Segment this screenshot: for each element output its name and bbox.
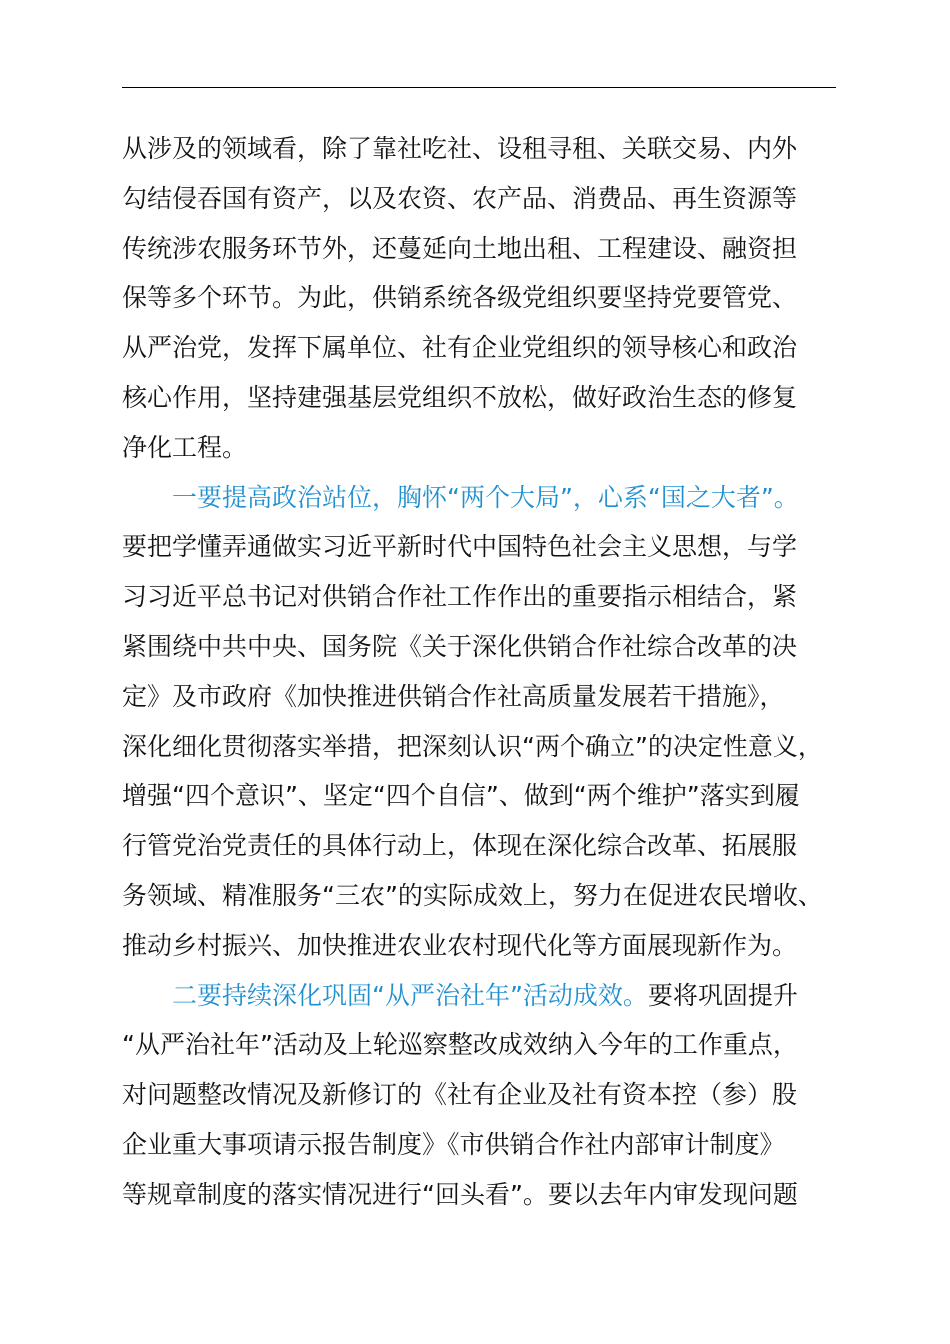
text-line bbox=[122, 722, 838, 772]
line-text: 保等多个环节。为此，供销系统各级党组织要坚持党要管党、 bbox=[122, 283, 798, 313]
text-line bbox=[122, 423, 838, 473]
line-text: 深化细化贯彻落实举措，把深刻认识“两个确立”的决定性意义， bbox=[122, 731, 823, 761]
text-line bbox=[122, 821, 838, 871]
text-line bbox=[122, 572, 838, 622]
header-rule bbox=[122, 87, 836, 88]
line-text: 要把学懂弄通做实习近平新时代中国特色社会主义思想，与学 bbox=[122, 532, 798, 562]
text-line bbox=[122, 771, 838, 821]
text-line bbox=[122, 921, 838, 971]
text-line bbox=[122, 373, 838, 423]
section-heading-line bbox=[122, 971, 838, 1021]
line-text: 习习近平总书记对供销合作社工作作出的重要指示相结合，紧 bbox=[122, 582, 798, 612]
section-heading-2: 二要持续深化巩固“从严治社年”活动成效。 bbox=[172, 980, 648, 1010]
line-text: 定》及市政府《加快推进供销合作社高质量发展若干措施》， bbox=[122, 681, 785, 711]
body-text bbox=[122, 124, 838, 1220]
line-text: 要将巩固提升 bbox=[647, 980, 798, 1010]
line-text: 核心作用，坚持建强基层党组织不放松，做好政治生态的修复 bbox=[122, 382, 798, 412]
line-text: “从严治社年”活动及上轮巡察整改成效纳入今年的工作重点， bbox=[122, 1030, 798, 1060]
text-line bbox=[122, 1070, 838, 1120]
line-text: 净化工程。 bbox=[122, 432, 248, 462]
section-heading-line bbox=[122, 473, 838, 523]
text-line bbox=[122, 273, 838, 323]
line-text: 推动乡村振兴、加快推进农业农村现代化等方面展现新作为。 bbox=[122, 930, 798, 960]
text-line bbox=[122, 1120, 838, 1170]
line-text: 行管党治党责任的具体行动上，体现在深化综合改革、拓展服 bbox=[122, 831, 798, 861]
text-line bbox=[122, 1170, 838, 1220]
line-text: 增强“四个意识”、坚定“四个自信”、做到“两个维护”落实到履 bbox=[122, 781, 800, 811]
line-text: 等规章制度的落实情况进行“回头看”。要以去年内审发现问题 bbox=[122, 1179, 798, 1209]
line-text: 务领域、精准服务“三农”的实际成效上，努力在促进农民增收、 bbox=[122, 880, 823, 910]
text-line bbox=[122, 1020, 838, 1070]
text-line bbox=[122, 871, 838, 921]
text-line bbox=[122, 323, 838, 373]
text-line bbox=[122, 124, 838, 174]
text-line bbox=[122, 622, 838, 672]
line-text: 传统涉农服务环节外，还蔓延向土地出租、工程建设、融资担 bbox=[122, 233, 798, 263]
line-text: 勾结侵吞国有资产，以及农资、农产品、消费品、再生资源等 bbox=[122, 183, 798, 213]
line-text: 企业重大事项请示报告制度》《市供销合作社内部审计制度》 bbox=[122, 1129, 785, 1159]
line-text: 对问题整改情况及新修订的《社有企业及社有资本控（参）股 bbox=[122, 1080, 798, 1110]
text-line bbox=[122, 224, 838, 274]
text-line bbox=[122, 174, 838, 224]
line-text: 紧围绕中共中央、国务院《关于深化供销合作社综合改革的决 bbox=[122, 631, 798, 661]
text-line bbox=[122, 672, 838, 722]
section-heading-1: 一要提高政治站位，胸怀“两个大局”，心系“国之大者”。 bbox=[172, 482, 799, 512]
line-text: 从严治党，发挥下属单位、社有企业党组织的领导核心和政治 bbox=[122, 333, 798, 363]
line-text: 从涉及的领域看，除了靠社吃社、设租寻租、关联交易、内外 bbox=[122, 134, 798, 163]
text-line bbox=[122, 522, 838, 572]
